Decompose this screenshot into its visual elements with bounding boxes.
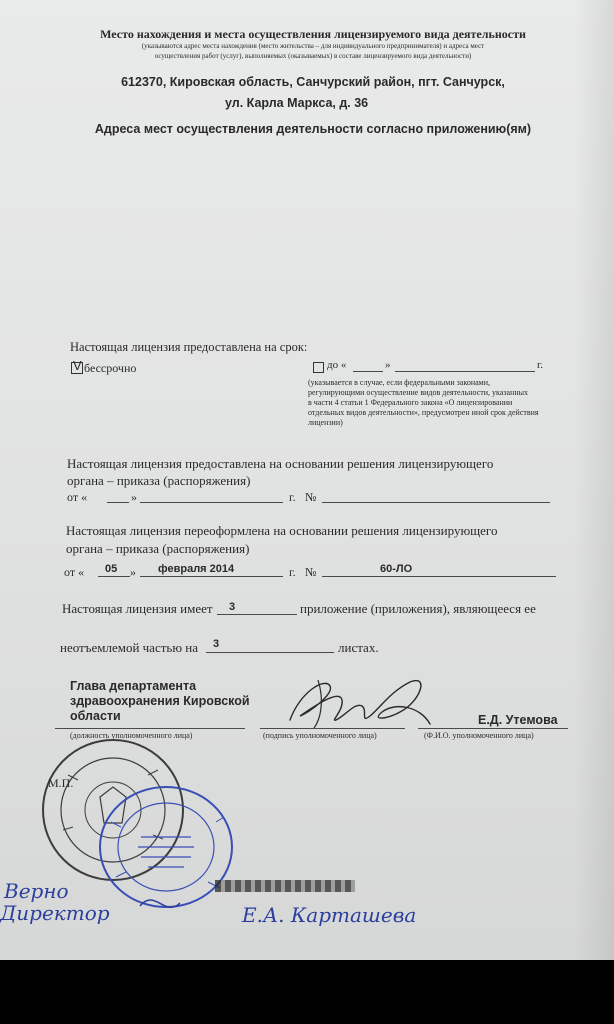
basis-num-label: № bbox=[305, 490, 317, 504]
until-note bbox=[308, 378, 548, 428]
until-month-line bbox=[395, 371, 535, 372]
reissue-from-mid: » bbox=[130, 565, 136, 579]
until-year: г. bbox=[537, 359, 544, 371]
basis-day-line bbox=[107, 502, 129, 503]
appendix-line-1-prefix: Настоящая лицензия имеет bbox=[62, 601, 213, 616]
reissue-day: 05 bbox=[105, 563, 118, 575]
header-note-1: (указываются адрес места нахождения (место жительства – для индивидуального предпринимателя) и адреса мест bbox=[141, 42, 485, 50]
name-line bbox=[418, 728, 568, 729]
caption-name: (Ф.И.О. уполномоченного лица) bbox=[424, 731, 534, 740]
caption-position: (должность уполномоченного лица) bbox=[70, 731, 193, 740]
reissue-month-line bbox=[140, 576, 283, 577]
true-copy-text: Верно bbox=[4, 879, 69, 903]
position-line-3: области bbox=[70, 709, 121, 723]
unlimited-label: бессрочно bbox=[84, 361, 137, 375]
appendix-line-1-suffix: приложение (приложения), являющееся ее bbox=[300, 601, 536, 616]
appendix-sheets: 3 bbox=[213, 638, 220, 650]
until-day-line bbox=[353, 371, 383, 372]
reissue-day-line bbox=[98, 576, 130, 577]
unlimited-checkbox bbox=[71, 358, 83, 374]
basis-line-2: органа – приказа (распоряжения) bbox=[67, 473, 251, 488]
signatory-name: Е.Д. Утемова bbox=[478, 713, 558, 727]
caption-signature: (подпись уполномоченного лица) bbox=[263, 731, 377, 740]
places-note: Адреса мест осуществления деятельности согласно приложению(ям) bbox=[94, 122, 532, 136]
reissue-month-year: февраля 2014 bbox=[158, 563, 235, 575]
signatory-position bbox=[70, 679, 250, 724]
until-note-4: отдельных видов деятельности», предусмотрен иной срок действия bbox=[308, 408, 539, 417]
position-line bbox=[55, 728, 245, 729]
handwritten-certification-image bbox=[0, 878, 614, 938]
address-line-1: 612370, Кировская область, Санчурский район, пгт. Санчурск, bbox=[121, 75, 505, 89]
position-line-2: здравоохранения Кировской bbox=[70, 694, 250, 708]
until-note-1: (указывается в случае, если федеральными законами, bbox=[308, 378, 491, 387]
director-text: Директор bbox=[0, 901, 110, 925]
until-note-2: регулирующими осуществление видов деятельности, указанных bbox=[308, 388, 529, 397]
basis-year-label: г. bbox=[289, 490, 296, 504]
until-note-5: лицензии) bbox=[308, 418, 343, 427]
until-label: до « bbox=[327, 359, 347, 371]
handwritten-signature-image bbox=[270, 672, 440, 732]
reissue-from-prefix: от « bbox=[64, 565, 85, 579]
appendix-line-2-suffix: листах. bbox=[338, 640, 379, 655]
certifier-name-text: Е.А. Карташева bbox=[242, 903, 417, 927]
basis-from-prefix: от « bbox=[67, 490, 88, 504]
reissue-line-1: Настоящая лицензия переоформлена на основании решения лицензирующего bbox=[66, 523, 498, 538]
reissue-num-label: № bbox=[305, 565, 317, 579]
appendix-count: 3 bbox=[229, 601, 236, 613]
basis-number-line bbox=[322, 502, 550, 503]
reissue-number: 60-ЛО bbox=[380, 563, 413, 575]
reissue-number-line bbox=[322, 576, 556, 577]
appendix-count-line bbox=[217, 614, 297, 615]
position-line-1: Глава департамента bbox=[70, 679, 197, 693]
basis-line-1: Настоящая лицензия предоставлена на основании решения лицензирующего bbox=[67, 456, 494, 471]
address-line-2: ул. Карла Маркса, д. 36 bbox=[225, 96, 369, 110]
appendix-line-2-prefix: неотъемлемой частью на bbox=[60, 640, 199, 655]
basis-month-line bbox=[140, 502, 283, 503]
section-title: Место нахождения и места осуществления лицензируемого вида деятельности bbox=[100, 27, 526, 41]
basis-from-mid: » bbox=[131, 490, 137, 504]
seal-label: М.П. bbox=[48, 776, 74, 790]
until-close: » bbox=[385, 359, 391, 371]
until-checkbox bbox=[313, 362, 324, 373]
until-note-3: в части 4 статьи 1 Федерального закона «О лицензировании bbox=[308, 398, 513, 407]
appendix-sheets-line bbox=[206, 652, 334, 653]
check-mark: V bbox=[73, 358, 82, 373]
term-heading: Настоящая лицензия предоставлена на срок: bbox=[70, 340, 308, 354]
reissue-line-2: органа – приказа (распоряжения) bbox=[66, 541, 250, 556]
header-note-2: осуществления работ (услуг), выполняемых (оказываемых) в составе лицензируемого вида деятельности) bbox=[154, 52, 472, 60]
reissue-year-label: г. bbox=[289, 565, 296, 579]
